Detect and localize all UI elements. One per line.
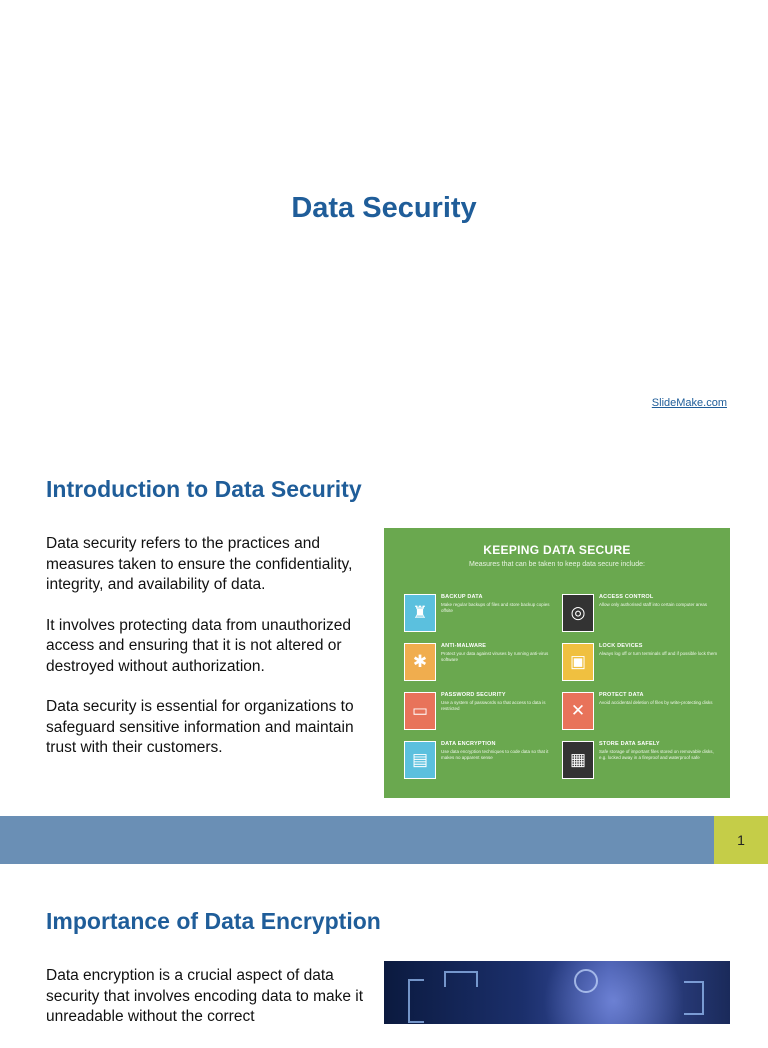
- infographic-title: KEEPING DATA SECURE: [483, 543, 631, 557]
- infographic-item: [404, 594, 564, 636]
- keeping-data-secure-infographic: [384, 528, 730, 798]
- item-label: PROTECT DATA: [599, 692, 644, 698]
- paragraph: Data security refers to the practices and measures taken to ensure the confidentiality, integrity, and availability of data.: [46, 535, 353, 593]
- castle-icon: ♜: [404, 594, 436, 632]
- infographic-item: [404, 643, 564, 685]
- infographic-item: [562, 594, 722, 636]
- item-desc: Allow only authorised staff into certain computer areas: [599, 602, 707, 607]
- item-desc: Use a system of passwords so that access to data is restricted: [441, 700, 546, 711]
- item-label: PASSWORD SECURITY: [441, 692, 506, 698]
- infographic-item: [562, 643, 722, 685]
- write-protect-icon: ✕: [562, 692, 594, 730]
- item-desc: Avoid accidental deletion of files by write-protecting disks: [599, 700, 713, 705]
- paragraph: Data encryption is a crucial aspect of data security that involves encoding data to make it unreadable without the correct: [46, 967, 364, 1025]
- encryption-hero-image: [384, 961, 730, 1024]
- item-label: STORE DATA SAFELY: [599, 741, 660, 747]
- paragraph: Data security is essential for organizations to safeguard sensitive information and maintain trust with their customers.: [46, 698, 354, 756]
- presentation-title: Data Security: [291, 192, 477, 224]
- item-label: LOCK DEVICES: [599, 643, 643, 649]
- infographic-item: [562, 692, 722, 734]
- item-desc: Use data encryption techniques to code data so that it makes no apparent sense: [441, 749, 549, 760]
- safe-icon: ▦: [562, 741, 594, 779]
- item-label: BACKUP DATA: [441, 594, 483, 600]
- paragraph: It involves protecting data from unauthorized access and ensuring that it is not altered or destroyed without authorization.: [46, 616, 352, 675]
- intro-slide: [0, 432, 768, 866]
- infographic-subtitle: Measures that can be taken to keep data secure include:: [469, 561, 645, 568]
- slide-footer-bar: [0, 816, 714, 864]
- padlock-icon: ▣: [562, 643, 594, 681]
- item-desc: Make regular backups of files and store backup copies offsite: [441, 602, 550, 613]
- item-label: ACCESS CONTROL: [599, 594, 654, 600]
- slidemake-link[interactable]: SlideMake.com: [651, 397, 727, 409]
- infographic-item: [404, 692, 564, 734]
- infographic-item: [562, 741, 722, 783]
- bug-icon: ✱: [404, 643, 436, 681]
- item-desc: Safe storage of important files stored on removable disks, e.g. locked away in a fireproof and waterproof safe: [599, 749, 714, 760]
- body-text: [46, 966, 371, 1048]
- item-desc: Always log off or turn terminals off and if possible lock them: [599, 651, 718, 656]
- infographic-item: [404, 741, 564, 783]
- page-number: 1: [714, 816, 768, 864]
- body-text: [46, 534, 376, 779]
- item-desc: Protect your data against viruses by running anti-virus software: [441, 651, 549, 662]
- item-label: DATA ENCRYPTION: [441, 741, 496, 747]
- encryption-slide: [0, 866, 768, 1024]
- encrypted-document-icon: ▤: [404, 741, 436, 779]
- slide-heading: Importance of Data Encryption: [46, 908, 381, 934]
- slide-heading: Introduction to Data Security: [46, 476, 362, 502]
- password-window-icon: ▭: [404, 692, 436, 730]
- fingerprint-icon: ◎: [562, 594, 594, 632]
- item-label: ANTI-MALWARE: [441, 643, 487, 649]
- title-slide: [0, 0, 768, 432]
